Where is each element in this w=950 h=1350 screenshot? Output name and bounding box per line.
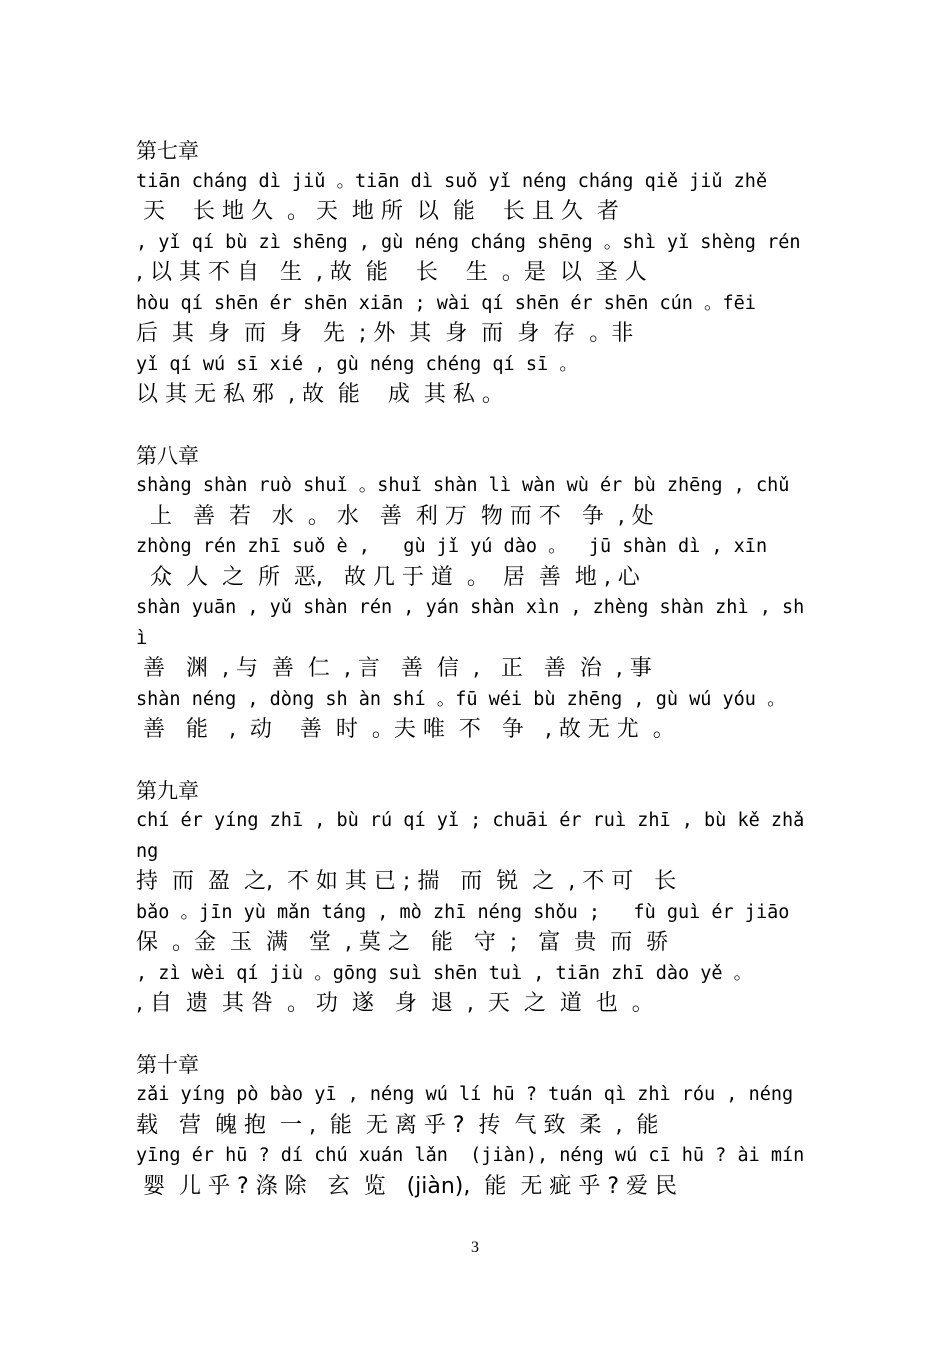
- hanzi-line: 上 善 若 水 。 水 善 利 万 物 而 不 争 , 处: [136, 503, 654, 529]
- pinyin-line: bǎo 。jīn yù mǎn táng , mò zhī néng shǒu ; fù guì ér jiāo: [136, 901, 790, 923]
- chapter-title: 第十章: [136, 1052, 199, 1077]
- hanzi-line: 保 。金 玉 满 堂 , 莫 之 能 守 ; 富 贵 而 骄: [136, 930, 669, 955]
- pinyin-line: yīng ér hū ? dí chú xuán lǎn (jiàn), néng wú cī hū ? ài mín: [136, 1145, 805, 1166]
- pinyin-line: shàng shàn ruò shuǐ 。shuǐ shàn lì wàn wù ér bù zhēng , chǔ: [136, 475, 790, 496]
- hanzi-line: 众 人 之 所 恶, 故 几 于 道 。 居 善 地 , 心: [136, 564, 640, 590]
- pinyin-line: zhòng rén zhī suǒ è , gù jǐ yú dào 。 jū shàn dì , xīn: [136, 536, 768, 557]
- hanzi-line: 以 其 无 私 邪 , 故 能 成 其 私 。: [136, 382, 504, 407]
- pinyin-line: hòu qí shēn ér shēn xiān ; wài qí shēn ér shēn cún 。fēi: [136, 292, 756, 314]
- pinyin-line: tiān cháng dì jiǔ 。tiān dì suǒ yǐ néng cháng qiě jiǔ zhě: [136, 170, 768, 192]
- chapter-title: 第九章: [136, 778, 199, 803]
- chapter-section: [136, 776, 826, 1020]
- chapter-title: 第七章: [136, 139, 199, 163]
- hanzi-line: 持 而 盈 之, 不 如 其 已 ; 揣 而 锐 之 , 不 可 长: [136, 869, 677, 894]
- hanzi-line: 婴 儿 乎 ? 涤 除 玄 览 (jiàn), 能 无 疵 乎 ? 爱 民: [136, 1173, 677, 1199]
- pinyin-line: ng: [136, 840, 159, 862]
- hanzi-line: , 以 其 不 自 生 , 故 能 长 生 。是 以 圣 人: [136, 260, 647, 285]
- hanzi-line: 善 渊 , 与 善 仁 , 言 善 信 , 正 善 治 , 事: [136, 656, 652, 681]
- pinyin-line: chí ér yíng zhī , bù rú qí yǐ ; chuāi ér ruì zhī , bù kě zhǎ: [136, 810, 805, 831]
- chapter-section: [136, 1050, 826, 1203]
- chapter-title: 第八章: [136, 443, 199, 468]
- pinyin-line: yǐ qí wú sī xié , gù néng chéng qí sī 。: [136, 353, 578, 375]
- hanzi-line: 天 长 地 久 。 天 地 所 以 能 长 且 久 者: [136, 199, 619, 224]
- hanzi-line: , 自 遗 其 咎 。 功 遂 身 退 , 天 之 道 也 。: [136, 991, 654, 1016]
- pinyin-line: shàn yuān , yǔ shàn rén , yán shàn xìn , zhèng shàn zhì , sh: [136, 597, 805, 618]
- chapter-section: [136, 441, 826, 746]
- chapter-section: [136, 136, 826, 411]
- pinyin-line: ì: [136, 627, 148, 649]
- pinyin-line: , zì wèi qí jiù 。gōng suì shēn tuì , tiān zhī dào yě 。: [136, 962, 753, 984]
- page-number: 3: [471, 1239, 479, 1256]
- pinyin-line: shàn néng , dòng sh àn shí 。fū wéi bù zhēng , gù wú yóu 。: [136, 688, 786, 710]
- pinyin-line: , yǐ qí bù zì shēng , gù néng cháng shēng 。shì yǐ shèng rén: [136, 231, 801, 253]
- hanzi-line: 后 其 身 而 身 先 ; 外 其 身 而 身 存 。非: [136, 321, 634, 346]
- page-content: [136, 136, 826, 1232]
- hanzi-line: 载 营 魄 抱 一 , 能 无 离 乎 ? 抟 气 致 柔 , 能: [136, 1112, 659, 1138]
- pinyin-line: zǎi yíng pò bào yī , néng wú lí hū ? tuán qì zhì róu , néng: [136, 1084, 794, 1105]
- hanzi-line: 善 能 , 动 善 时 。夫 唯 不 争 , 故 无 尤 。: [136, 717, 675, 742]
